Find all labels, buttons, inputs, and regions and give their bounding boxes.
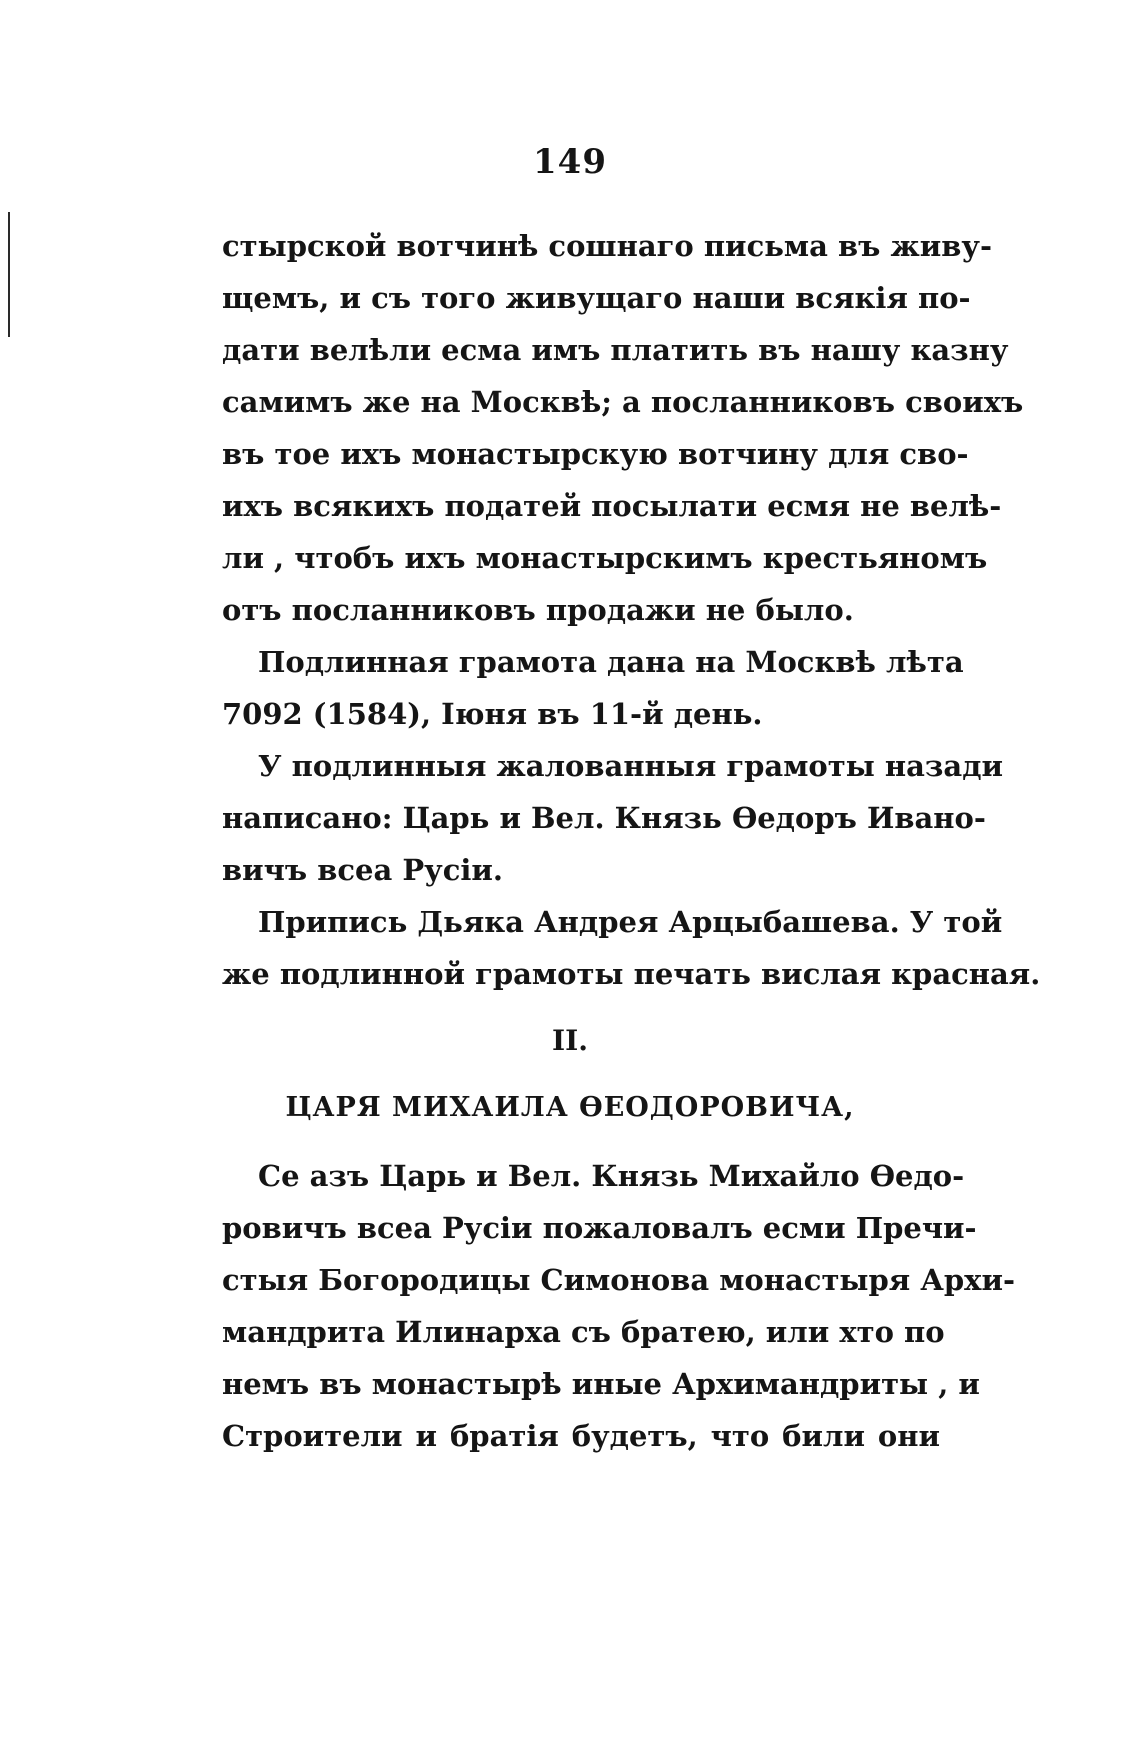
text-line: ровичъ всеа Русіи пожаловалъ есми Пречи- xyxy=(222,1211,977,1245)
text-line: стыя Богородицы Симонова монастыря Архи- xyxy=(222,1263,1016,1297)
section-title: ЦАРЯ МИХАИЛА ѲЕОДОРОВИЧА, xyxy=(285,1092,855,1123)
text-line: вичъ всеа Русіи. xyxy=(222,853,504,887)
text-line: Припись Дьяка Андрея Арцыбашева. У той xyxy=(258,905,1003,939)
text-line: стырской вотчинѣ сошнаго письма въ живу- xyxy=(222,229,993,263)
text-line: мандрита Илинарха съ братею, или хто по xyxy=(222,1315,945,1349)
text-line: дати велѣли есма имъ платить въ нашу казну xyxy=(222,333,1009,367)
text-line: ли , чтобъ ихъ монастырскимъ крестьяномъ xyxy=(222,541,988,575)
text-line: Подлинная грамота дана на Москвѣ лѣта xyxy=(258,645,964,679)
text-line: ихъ всякихъ податей посылати есмя не велѣ- xyxy=(222,489,1002,523)
margin-rule xyxy=(8,212,10,337)
section-number: II. xyxy=(552,1024,588,1057)
text-line: немъ въ монастырѣ иные Архимандриты , и xyxy=(222,1367,980,1401)
page-number: 149 xyxy=(533,142,607,182)
text-line: Строители и братія будетъ, что били они xyxy=(222,1419,940,1453)
text-line: самимъ же на Москвѣ; а посланниковъ своихъ xyxy=(222,385,1024,419)
text-line: Се азъ Царь и Вел. Князь Михайло Ѳедо- xyxy=(258,1159,965,1193)
text-line: отъ посланниковъ продажи не было. xyxy=(222,593,854,627)
text-line: У подлинныя жалованныя грамоты назади xyxy=(258,749,1004,783)
text-line: въ тое ихъ монастырскую вотчину для сво- xyxy=(222,437,969,471)
text-block-continuation xyxy=(222,220,1041,1000)
text-block-charter xyxy=(222,1150,1016,1462)
text-line: написано: Царь и Вел. Князь Ѳедоръ Ивано- xyxy=(222,801,986,835)
text-line: 7092 (1584), Іюня въ 11-й день. xyxy=(222,697,763,731)
text-line: щемъ, и съ того живущаго наши всякія по- xyxy=(222,281,971,315)
text-line: же подлинной грамоты печать вислая красная. xyxy=(222,957,1041,991)
